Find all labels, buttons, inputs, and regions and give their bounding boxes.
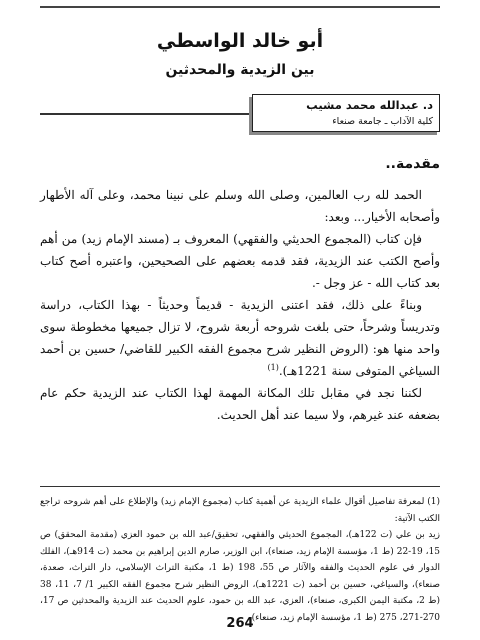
article-subtitle: بين الزيدية والمحدثين bbox=[165, 62, 315, 78]
article-title: أبو خالد الواسطي bbox=[156, 30, 324, 52]
author-affiliation: كلية الآداب ـ جامعة صنعاء bbox=[332, 116, 433, 127]
author-name: د. عبدالله محمد مشيب bbox=[306, 98, 433, 112]
paragraph: لكننا نجد في مقابل تلك المكانة المهمة لهذا الكتاب عند الزيدية حكم عام بضعفه عند غيرهم، ولا سيما عند أهل الحديث. bbox=[40, 386, 440, 422]
paragraph: فإن كتاب (المجموع الحديثي والفقهي) المعروف بـ (مسند الإمام زيد) من أهم وأصح الكتب عند الزيدية، فقد قدمه بعضهم على الصحيحين، واعتبره أصح كتاب بعد كتاب الله - عز وجل -. bbox=[40, 232, 440, 290]
footnote-divider bbox=[40, 486, 440, 487]
paragraph-text: وبناءً على ذلك، فقد اعتنى الزيدية - قديماً وحديثاً - بهذا الكتاب، دراسة وتدريساً وشرحاً، حتى بلغت شروحه أربعة شروح، لا تزال جميعها مخطوطة سوى واحد منها هو: (الروض النظير شرح مجموع الفقه الكبير للقاضي/ حسين بن أحمد السياغي المتوفى سنة 1221هـ). bbox=[40, 298, 440, 378]
footnote-marker: (1) bbox=[267, 363, 279, 372]
author-divider bbox=[40, 113, 252, 115]
footnote: زيد بن علي (ت 122هـ)، المجموع الحديثي والفقهي، تحقيق/عبد الله بن حمود العزي (مقدمة المحقق) ص 15، 19-22 (ط 1، مؤسسة الإمام زيد، صنعاء)، ابن الوزير، صارم الدين إبراهيم بن محمد (ت 914هـ)، الفلك الدوار في علوم الحديث والفقه والآثار ص 55، 198 (ط 1، مكتبة التراث الإسلامي، دار التراث، صعدة، صنعاء)، والسياغي، حسين بن أحمد (ت 1221هـ)، الروض النظير شرح مجموع الفقه الكبير 1/ 7، 11، 38 (ط 2، مكتبة اليمن الكبرى، صنعاء)، العزي، عبد الله بن حمود، علوم الحديث عند الزيدية والمحدثين ص 17، 270-271، 275 (ط 1، مؤسسة الإمام زيد، صنعاء). bbox=[40, 530, 441, 623]
footnote: (1) لمعرفة تفاصيل أقوال علماء الزيدية عن أهمية كتاب (مجموع الإمام زيد) والإطلاع على أهم شروحه تراجع الكتب الآتية: bbox=[40, 497, 440, 524]
page-number: 264 bbox=[226, 616, 254, 631]
body-text bbox=[40, 184, 440, 426]
footnotes bbox=[40, 494, 440, 626]
top-rule bbox=[40, 6, 440, 8]
author-box bbox=[252, 94, 440, 132]
paragraph: الحمد لله رب العالمين، وصلى الله وسلم على نبينا محمد، وعلى آله الأطهار وأصحابه الأخيار... وبعد: bbox=[40, 188, 440, 224]
section-heading: مقدمة.. bbox=[385, 156, 440, 172]
paragraph bbox=[40, 294, 440, 382]
